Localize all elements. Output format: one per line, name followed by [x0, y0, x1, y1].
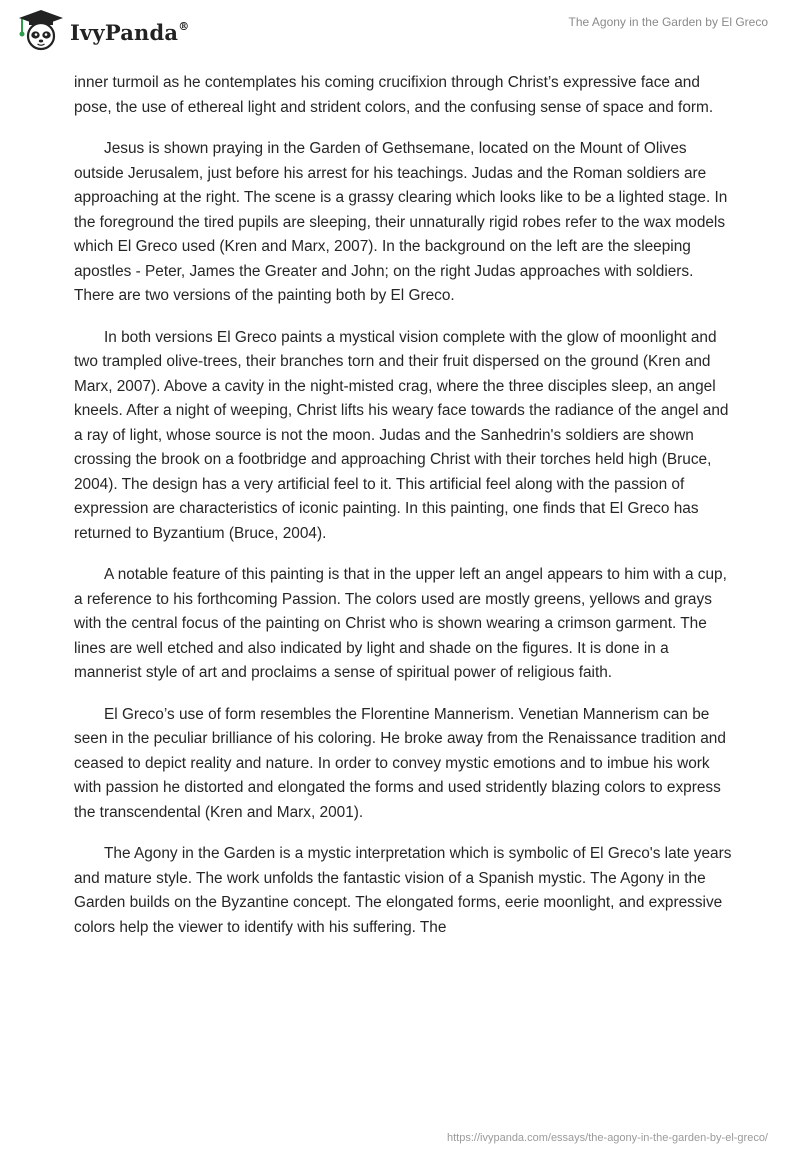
brand-name [70, 20, 189, 45]
registered-mark: ® [178, 19, 190, 33]
page-header [0, 0, 800, 60]
paragraph: inner turmoil as he contemplates his coming crucifixion through Christ’s expressive face and pose, the use of ethereal light and strident colors, and the confusing sense of space and form. [74, 74, 714, 116]
panda-graduation-cap-icon [16, 8, 66, 52]
ivypanda-logo[interactable] [16, 8, 189, 52]
source-url-link[interactable]: https://ivypanda.com/essays/the-agony-in-the-garden-by-el-greco/ [447, 1132, 768, 1144]
essay-body [74, 71, 734, 957]
document-title: The Agony in the Garden by El Greco [568, 15, 768, 29]
paragraph: The Agony in the Garden is a mystic interpretation which is symbolic of El Greco's late years and mature style. The work unfolds the fantastic vision of a Spanish mystic. The Agony in the Garden builds on the Byzantine concept. The elongated forms, eerie moonlight, and expressive colors help the viewer to identify with his suffering. The [74, 845, 732, 936]
paragraph: A notable feature of this painting is that in the upper left an angel appears to him with a cup, a reference to his forthcoming Passion. The colors used are mostly greens, yellows and grays with the central focus of the painting on Christ who is shown wearing a crimson garment. The lines are well etched and also indicated by light and shade on the figures. It is done in a mannerist style of art and proclaims a sense of spiritual power of religious faith. [74, 566, 727, 681]
brand-name-text: IvyPanda [70, 19, 179, 45]
paragraph: Jesus is shown praying in the Garden of Gethsemane, located on the Mount of Olives outside Jerusalem, just before his arrest for his teachings. Judas and the Roman soldiers are approaching at the right. The scene is a grassy clearing which looks like to be a lighted stage. In the foreground the tired pupils are sleeping, their unnaturally rigid robes refer to the wax models which El Greco used (Kren and Marx, 2007). In the background on the left are the sleeping apostles - Peter, James the Greater and John; on the right Judas approaches with soldiers. There are two versions of the painting both by El Greco. [74, 140, 728, 304]
paragraph: El Greco’s use of form resembles the Florentine Mannerism. Venetian Mannerism can be seen in the peculiar brilliance of his coloring. He broke away from the Renaissance tradition and ceased to depict reality and nature. In order to convey mystic emotions and to imbue his work with passion he distorted and elongated the forms and used stridently blazing colors to express the transcendental (Kren and Marx, 2001). [74, 705, 726, 821]
paragraph: In both versions El Greco paints a mystical vision complete with the glow of moonlight and two trampled olive-trees, their branches torn and their fruit dispersed on the ground (Kren and Marx, 2007). Above a cavity in the night-misted crag, where the three disciples sleep, an angel kneels. After a night of weeping, Christ lifts his weary face towards the radiance of the angel and a ray of light, whose source is not the moon. Judas and the Sanhedrin's soldiers are shown crossing the brook on a footbridge and approaching Christ with their torches held high (Bruce, 2004). The design has a very artificial feel to it. This artificial feel along with the passion of expression are characteristics of iconic painting. In this painting, one finds that El Greco has returned to Byzantium (Bruce, 2004). [74, 328, 729, 542]
